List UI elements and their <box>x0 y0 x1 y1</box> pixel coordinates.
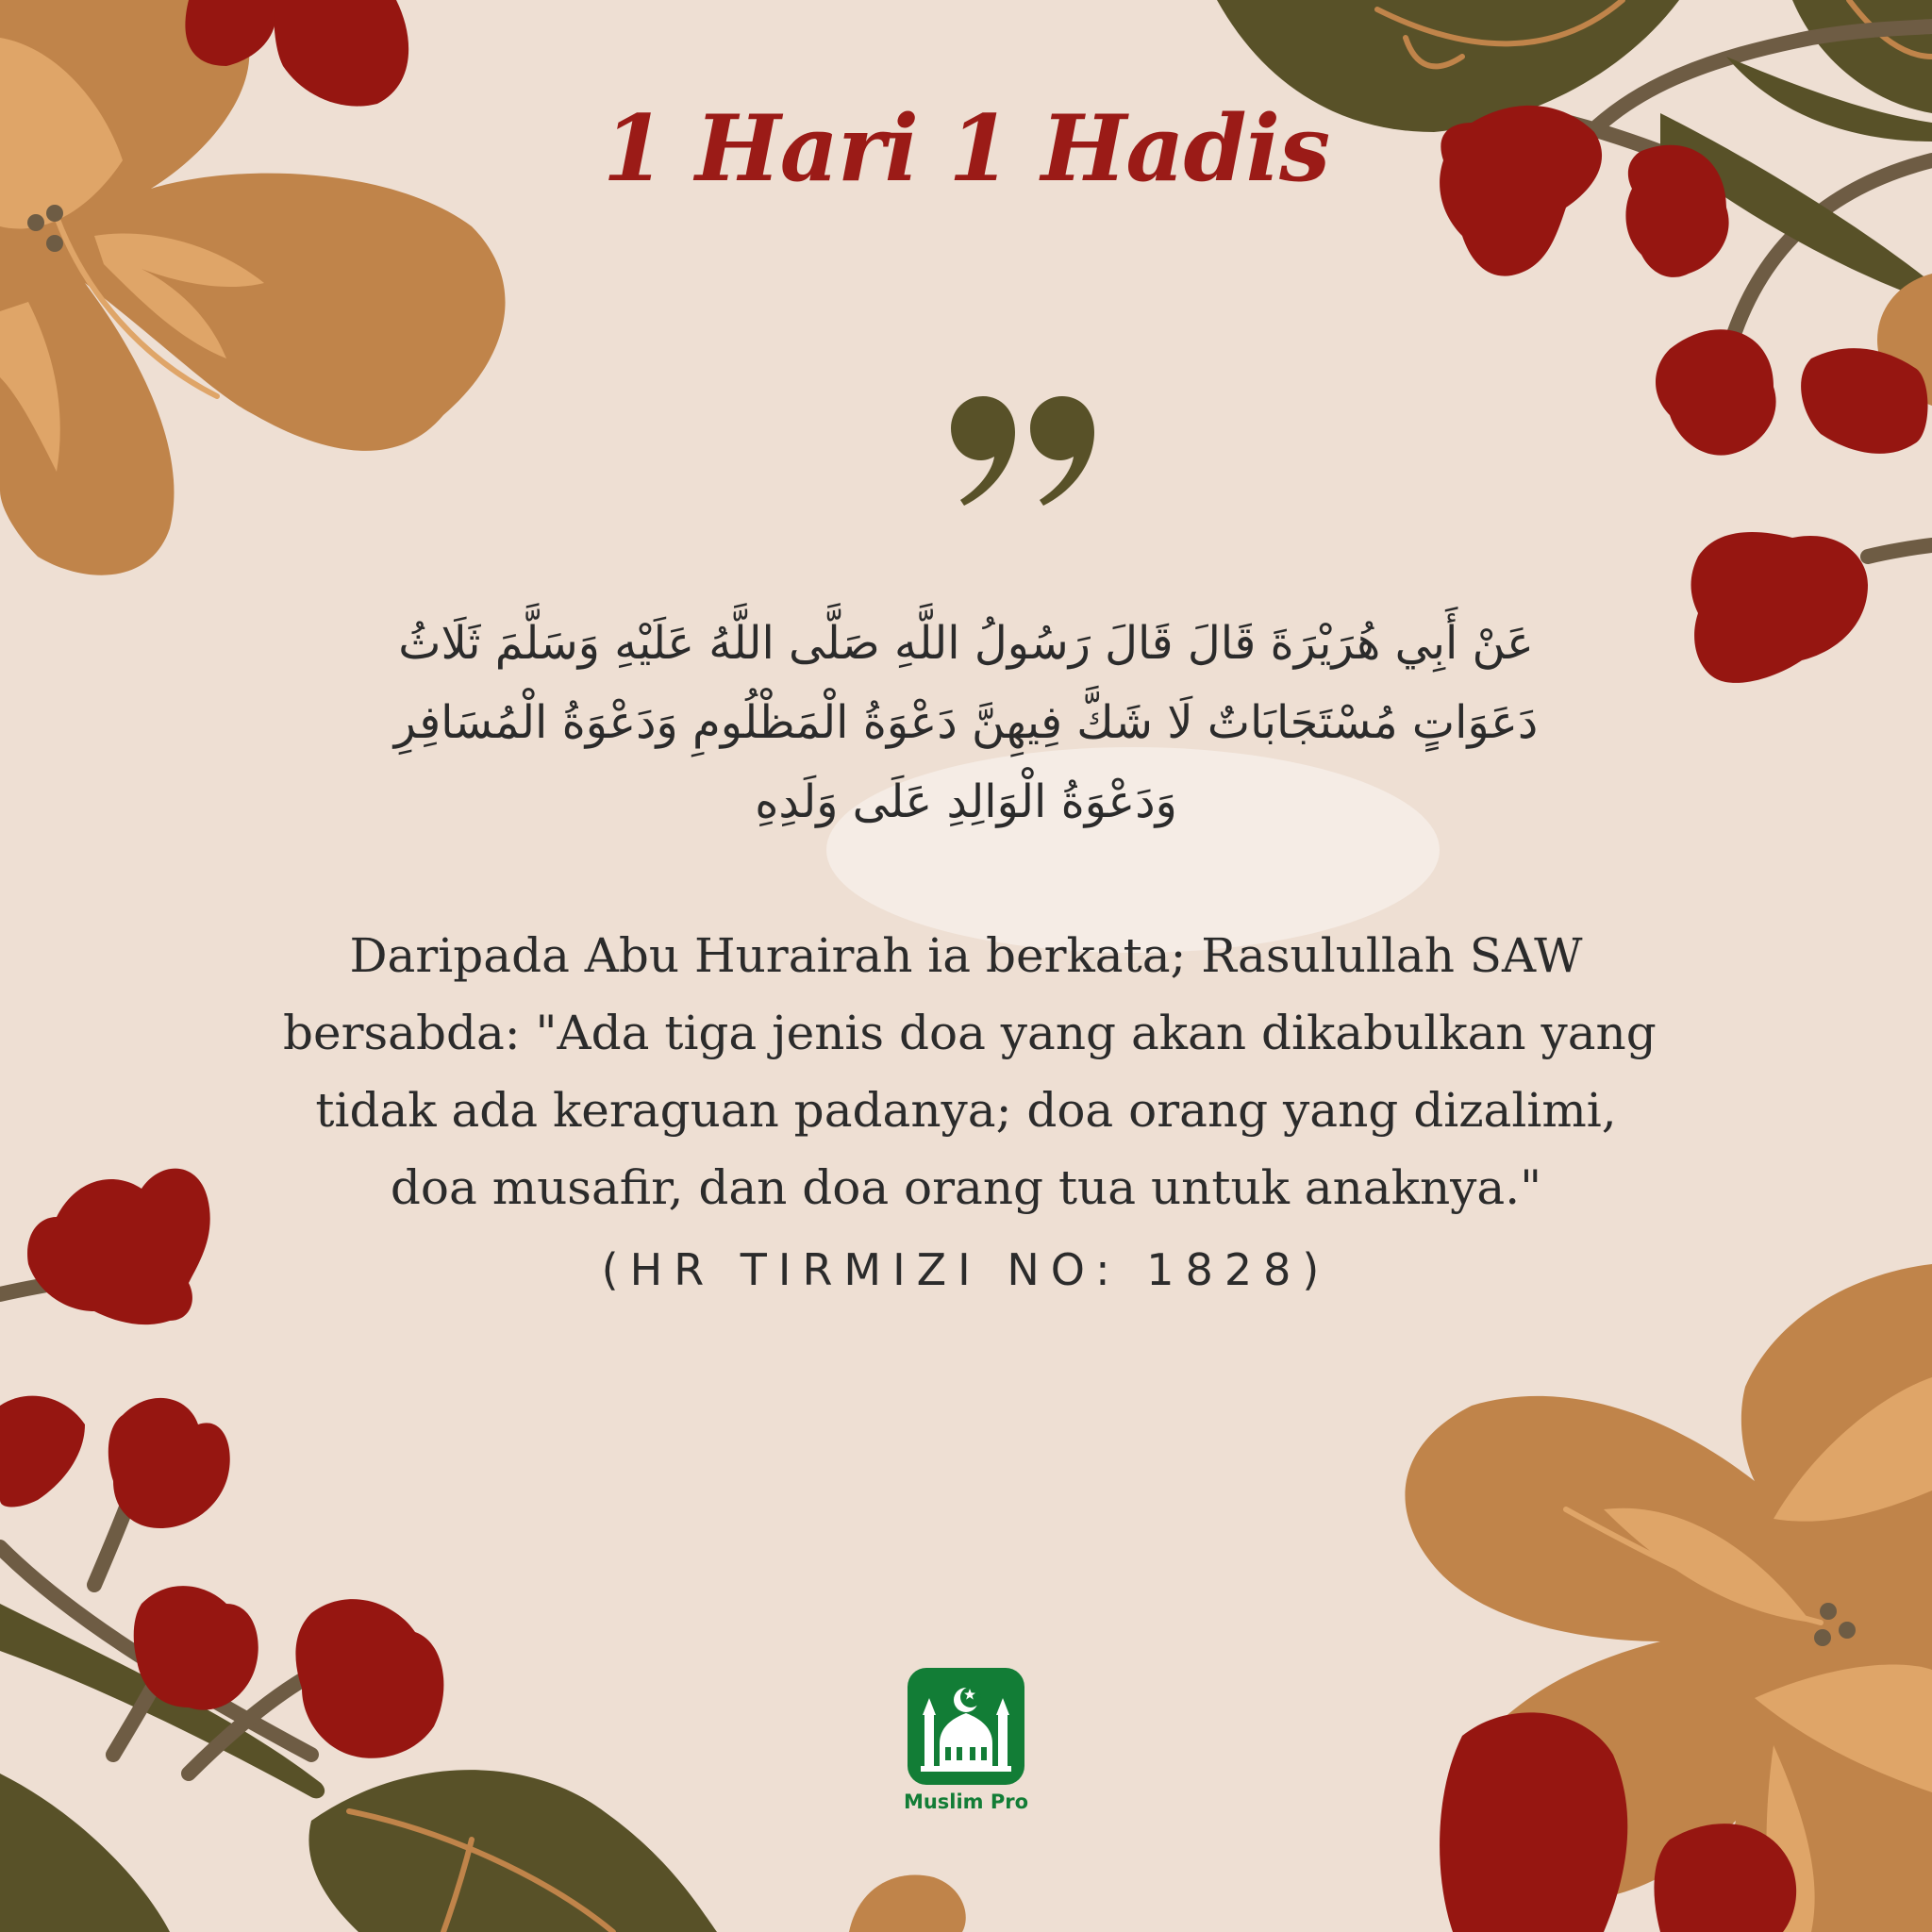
top-left-flower <box>0 0 506 575</box>
brand-label: Muslim Pro <box>903 1790 1029 1813</box>
bottom-left-foliage <box>0 1396 966 1932</box>
top-left-red-petal-2 <box>274 0 408 107</box>
arabic-line: وَدَعْوَةُ الْوَالِدِ عَلَى وَلَدِهِ <box>755 775 1177 828</box>
mosque-icon <box>908 1668 1024 1785</box>
arabic-line: عَنْ أَبِي هُرَيْرَةَ قَالَ قَالَ رَسُولُ اللَّهِ صَلَّى اللَّهُ عَلَيْهِ وَسَلَّمَ ثَلَاثُ <box>398 617 1534 670</box>
translation-line: doa musafir, dan doa orang tua untuk anaknya." <box>390 1160 1542 1215</box>
muslim-pro-logo <box>908 1668 1024 1785</box>
arabic-text <box>283 604 1649 841</box>
hadith-reference: (HR TIRMIZI NO: 1828) <box>601 1244 1331 1295</box>
page-title: 1 Hari 1 Hadis <box>602 95 1330 202</box>
translation-line: tidak ada keraguan padanya; doa orang yang dizalimi, <box>315 1083 1617 1138</box>
quote-icon <box>951 396 1094 506</box>
translation-line: Daripada Abu Hurairah ia berkata; Rasulullah SAW <box>349 928 1583 983</box>
bottom-right-red-petal <box>1440 1712 1627 1932</box>
translation-line: bersabda: "Ada tiga jenis doa yang akan dikabulkan yang <box>283 1006 1657 1060</box>
translation-text <box>283 917 1657 1226</box>
top-left-red-petal <box>185 0 275 66</box>
arabic-line: دَعَوَاتٍ مُسْتَجَابَاتٌ لَا شَكَّ فِيهِنَّ دَعْوَةُ الْمَظْلُومِ وَدَعْوَةُ الْمُسَافِرِ <box>393 696 1539 749</box>
